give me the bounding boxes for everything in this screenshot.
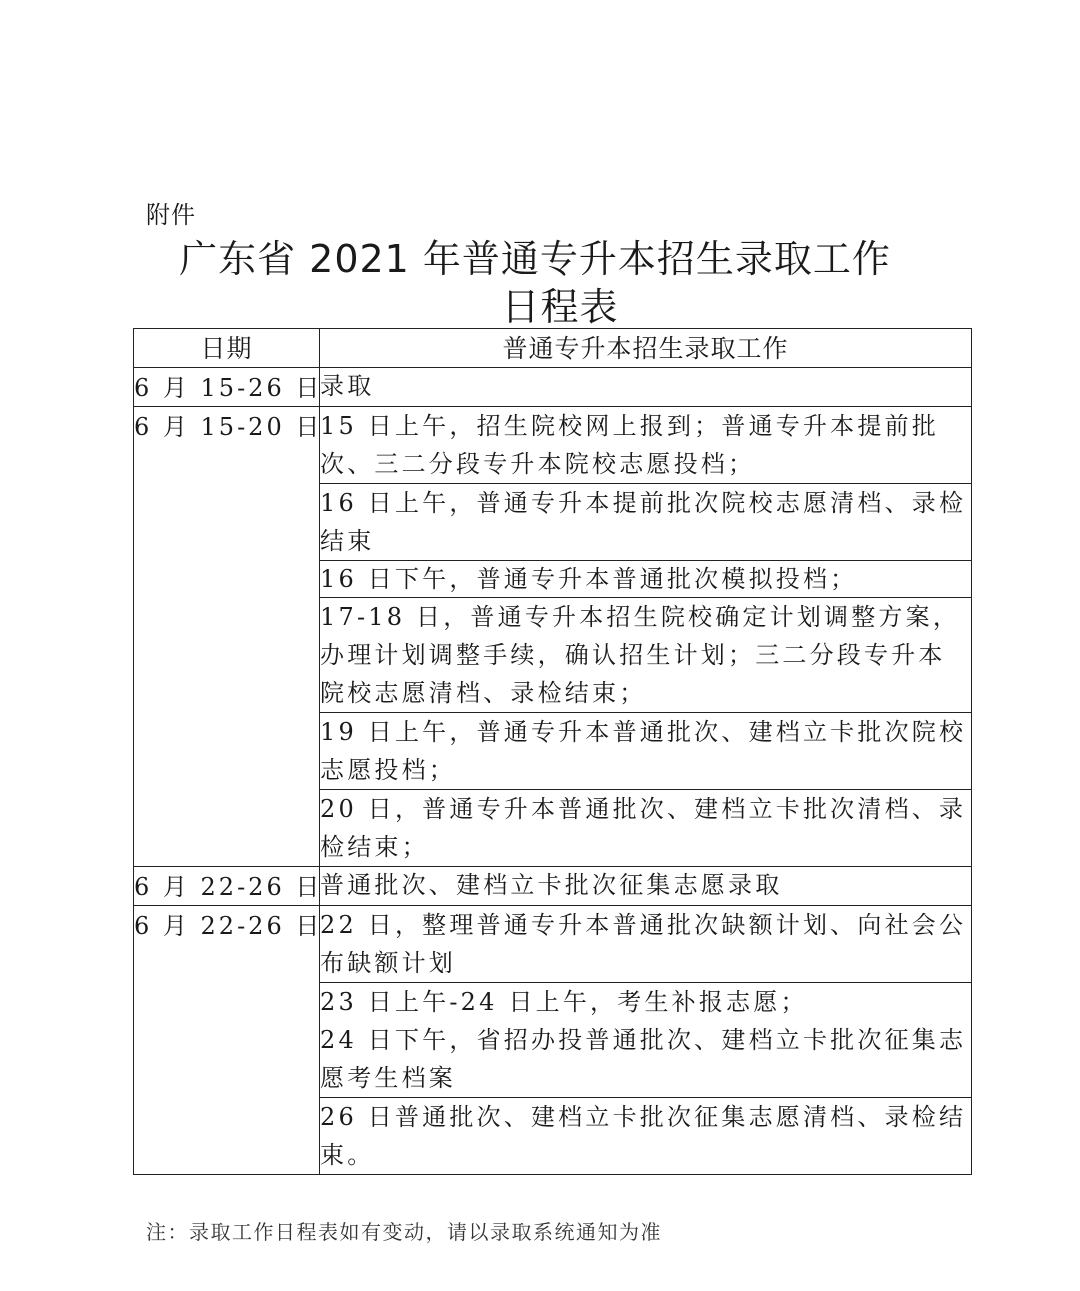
- work-cell: 22 日，整理普通专升本普通批次缺额计划、向社会公布缺额计划: [320, 906, 972, 983]
- date-cell: 6 月 22-26 日: [134, 906, 320, 1175]
- table-row: [134, 906, 972, 983]
- date-cell: 6 月 15-20 日: [134, 407, 320, 867]
- footnote: 注：录取工作日程表如有变动，请以录取系统通知为准: [146, 1220, 662, 1244]
- work-cell: 16 日下午，普通专升本普通批次模拟投档；: [320, 561, 972, 598]
- table-row: [134, 867, 972, 906]
- work-cell: 16 日上午，普通专升本提前批次院校志愿清档、录检结束: [320, 484, 972, 561]
- work-cell: 普通批次、建档立卡批次征集志愿录取: [320, 867, 972, 906]
- date-cell: 6 月 15-26 日: [134, 368, 320, 407]
- work-cell: 19 日上午，普通专升本普通批次、建档立卡批次院校志愿投档；: [320, 713, 972, 790]
- document-title-line2: 日程表: [501, 285, 619, 329]
- work-cell: 20 日，普通专升本普通批次、建档立卡批次清档、录检结束；: [320, 790, 972, 867]
- date-cell: 6 月 22-26 日: [134, 867, 320, 906]
- work-cell: 23 日上午-24 日上午，考生补报志愿； 24 日下午，省招办投普通批次、建档立卡批次征集志愿考生档案: [320, 983, 972, 1098]
- table-header-row: [134, 329, 972, 368]
- table-row: [134, 368, 972, 407]
- work-cell: 15 日上午，招生院校网上报到；普通专升本提前批次、三二分段专升本院校志愿投档；: [320, 407, 972, 484]
- attachment-label: 附件: [146, 201, 196, 229]
- document-title: 广东省 2021 年普通专升本招生录取工作: [179, 237, 891, 281]
- header-date: 日期: [134, 329, 320, 368]
- header-work: 普通专升本招生录取工作: [320, 329, 972, 368]
- work-cell: 录取: [320, 368, 972, 407]
- work-cell: 26 日普通批次、建档立卡批次征集志愿清档、录检结束。: [320, 1098, 972, 1175]
- table-row: [134, 407, 972, 484]
- work-cell: 17-18 日，普通专升本招生院校确定计划调整方案，办理计划调整手续，确认招生计划；三二分段专升本院校志愿清档、录检结束；: [320, 598, 972, 713]
- schedule-table: [133, 328, 972, 1175]
